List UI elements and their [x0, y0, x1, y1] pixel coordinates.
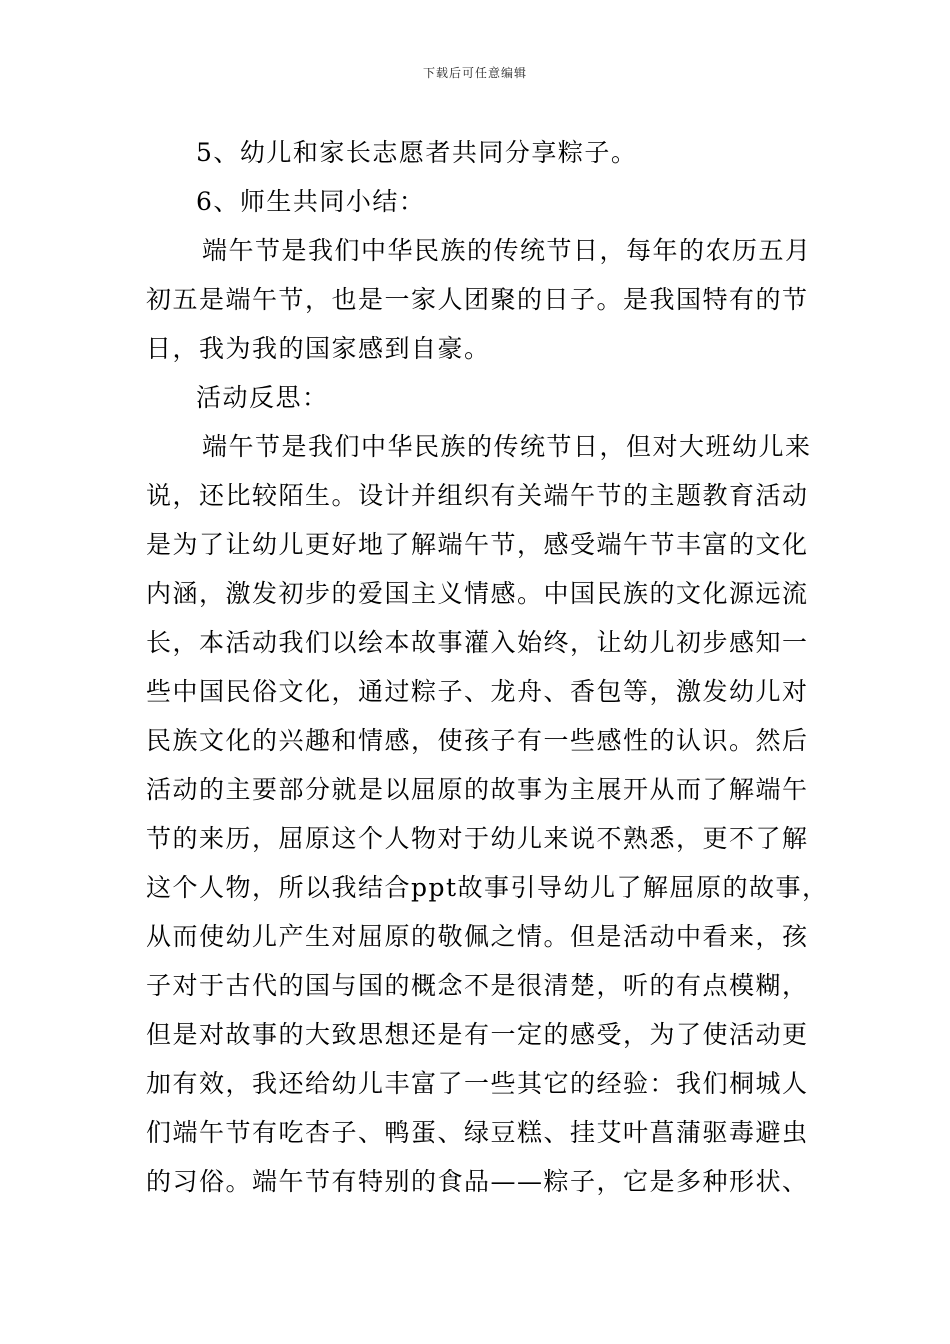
paragraph-line: 子对于古代的国与国的概念不是很清楚，听的有点模糊，	[146, 971, 809, 1000]
paragraph-line: 长，本活动我们以绘本故事灌入始终，让幼儿初步感知一	[146, 628, 809, 657]
paragraph-line: 加有效，我还给幼儿丰富了一些其它的经验：我们桐城人	[146, 1069, 809, 1098]
paragraph-line: 端午节是我们中华民族的传统节日，每年的农历五月	[202, 236, 812, 265]
paragraph-line: 日，我为我的国家感到自豪。	[146, 334, 491, 363]
paragraph-line: 端午节是我们中华民族的传统节日，但对大班幼儿来	[202, 432, 812, 461]
paragraph-line: 但是对故事的大致思想还是有一定的感受，为了使活动更	[146, 1020, 809, 1049]
paragraph-line: 从而使幼儿产生对屈原的敬佩之情。但是活动中看来，孩	[146, 922, 809, 951]
paragraph-line: 5、幼儿和家长志愿者共同分享粽子。	[196, 138, 638, 167]
paragraph-line: 这个人物，所以我结合ppt故事引导幼儿了解屈原的故事，	[146, 873, 829, 902]
paragraph-line: 们端午节有吃杏子、鸭蛋、绿豆糕、挂艾叶菖蒲驱毒避虫	[146, 1118, 809, 1147]
paragraph-line: 内涵，激发初步的爱国主义情感。中国民族的文化源远流	[146, 579, 809, 608]
paragraph-line: 些中国民俗文化，通过粽子、龙舟、香包等，激发幼儿对	[146, 677, 809, 706]
body-text	[146, 128, 829, 1206]
paragraph-line: 节的来历，屈原这个人物对于幼儿来说不熟悉，更不了解	[146, 824, 809, 853]
paragraph-line: 的习俗。端午节有特别的食品——粽子，它是多种形状、	[146, 1167, 809, 1196]
paragraph-line: 6、师生共同小结：	[196, 187, 426, 216]
page-header: 下载后可任意编辑	[422, 66, 527, 80]
paragraph-line: 民族文化的兴趣和情感，使孩子有一些感性的认识。然后	[146, 726, 809, 755]
paragraph-line: 初五是端午节，也是一家人团聚的日子。是我国特有的节	[146, 285, 809, 314]
paragraph-line: 是为了让幼儿更好地了解端午节，感受端午节丰富的文化	[146, 530, 809, 559]
paragraph-line: 说，还比较陌生。设计并组织有关端午节的主题教育活动	[146, 481, 809, 510]
section-heading: 活动反思：	[196, 383, 329, 412]
paragraph-line: 活动的主要部分就是以屈原的故事为主展开从而了解端午	[146, 775, 809, 804]
